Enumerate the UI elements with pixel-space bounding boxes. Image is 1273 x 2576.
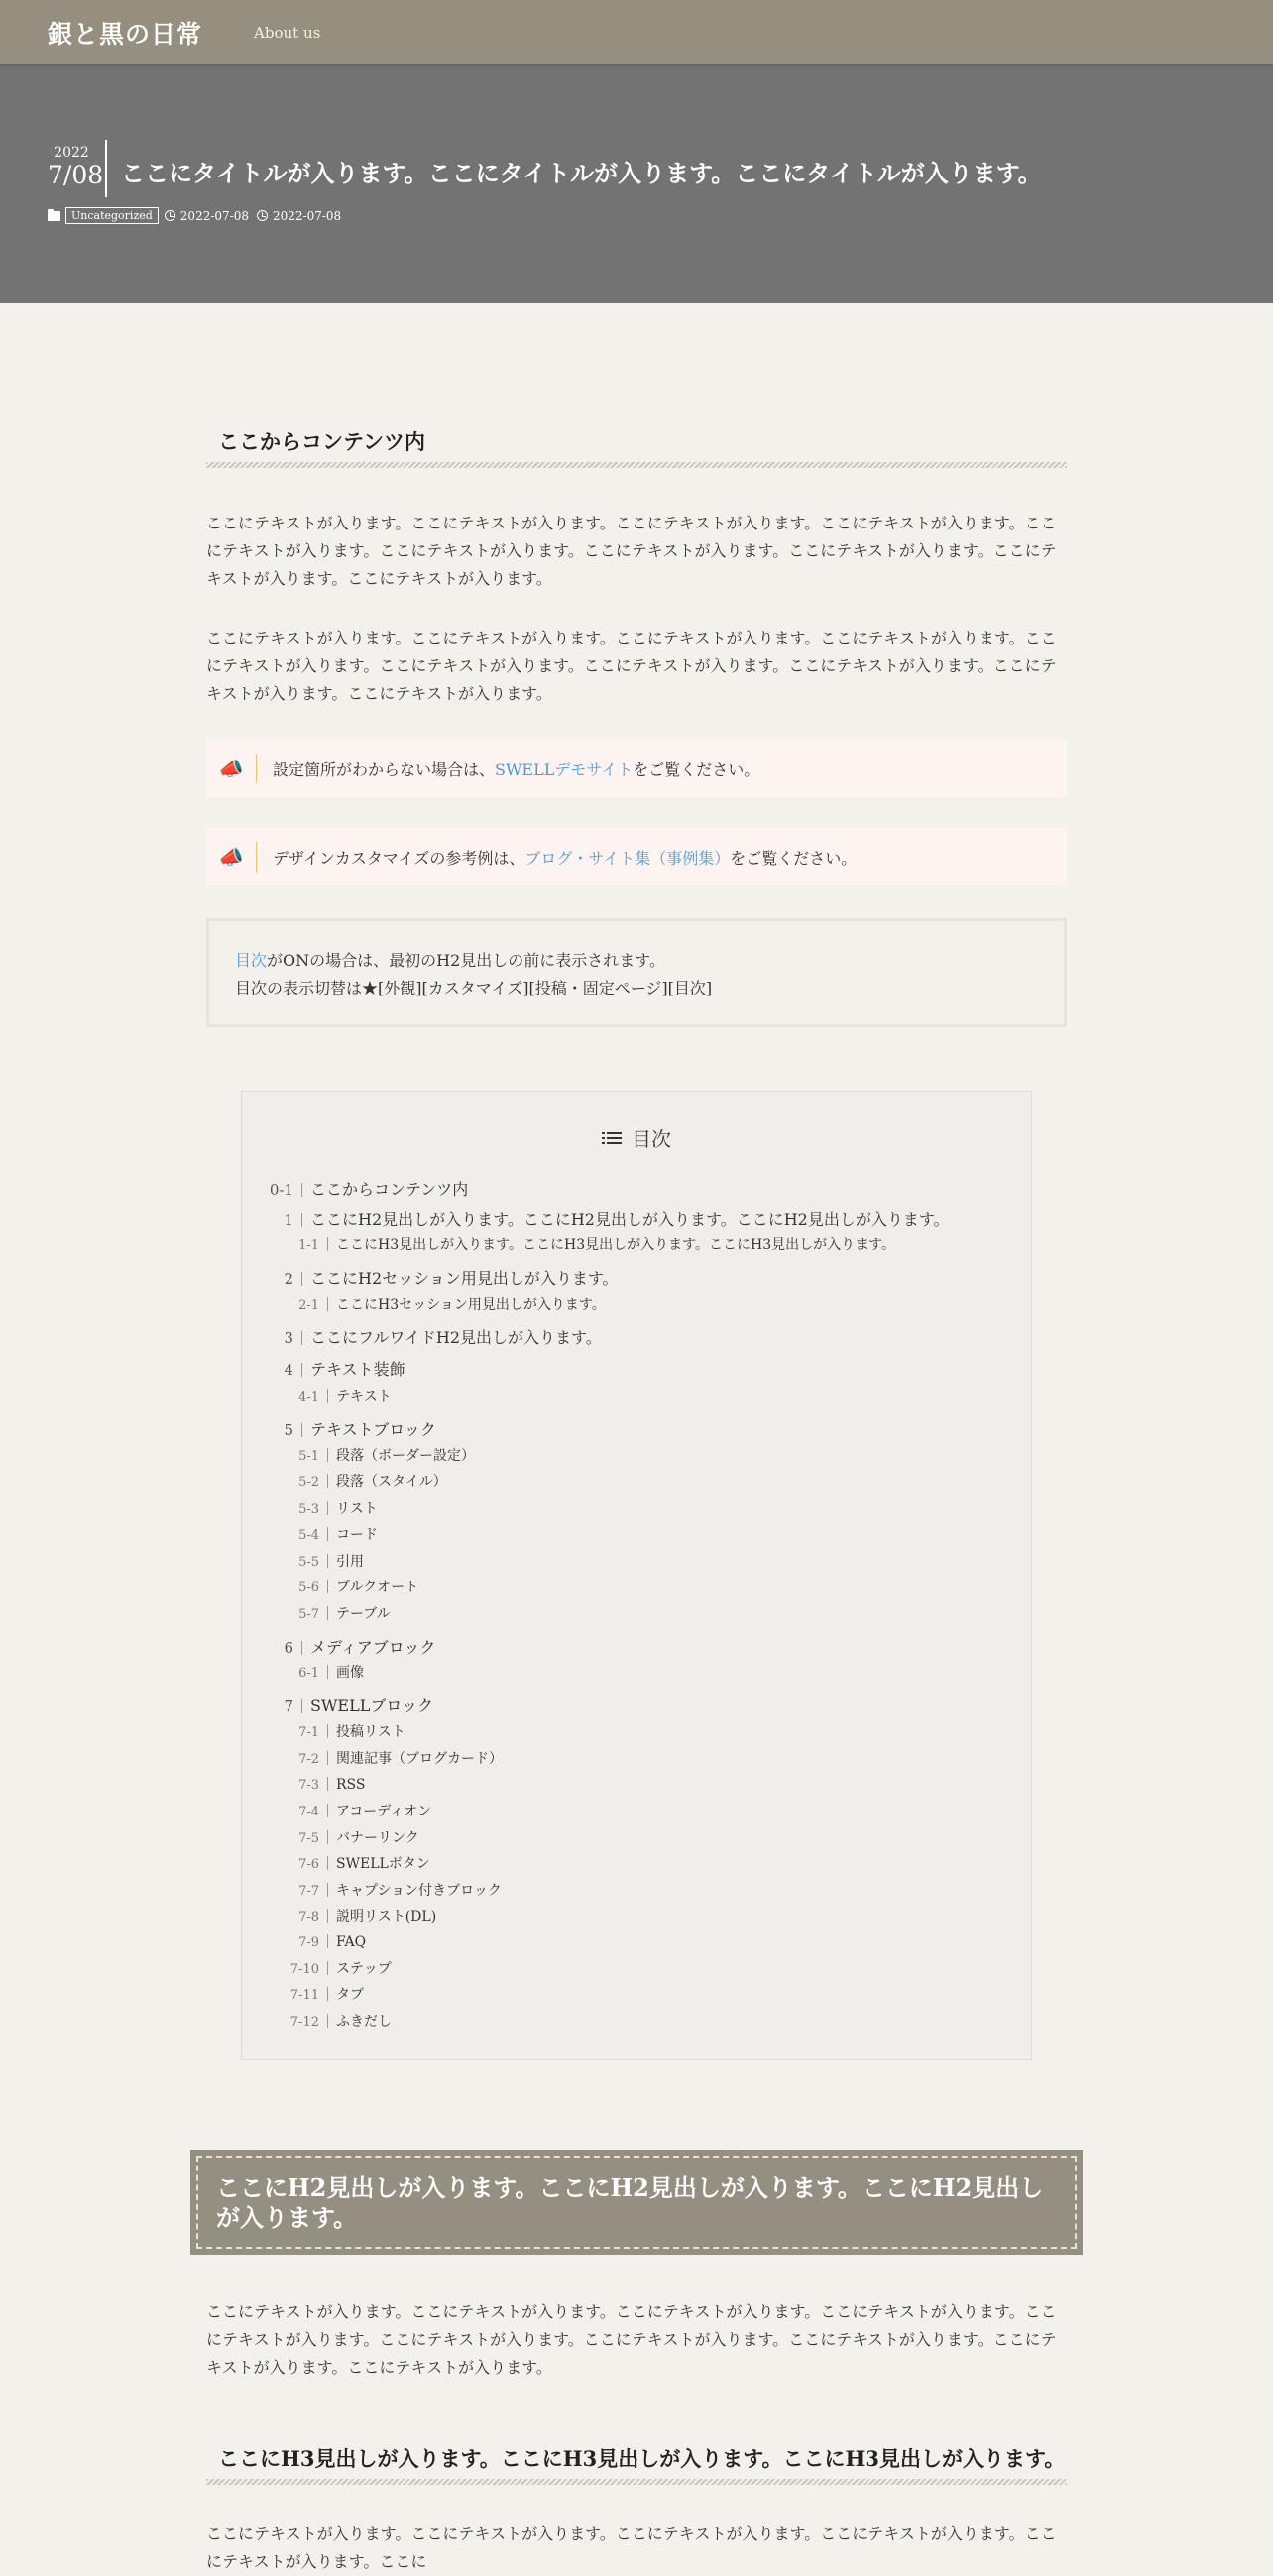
toc-item-label: コード [336, 1527, 378, 1543]
toc-item-number: 2 [284, 1270, 293, 1288]
table-of-contents [241, 1091, 1032, 2060]
toc-separator [301, 1363, 302, 1377]
h3-heading: ここにH3見出しが入ります。ここにH3見出しが入ります。ここにH3見出しが入ります。 [206, 2443, 1067, 2485]
toc-separator [301, 1272, 302, 1286]
toc-item-label: テキストブロック [310, 1420, 436, 1439]
toc-item-label: テーブル [336, 1606, 391, 1622]
notice-text-before: 設定箇所がわからない場合は、 [273, 760, 496, 779]
notice-examples [206, 828, 1067, 885]
megaphone-icon: 📣 [218, 845, 244, 869]
post-hero [0, 64, 1273, 303]
toc-item[interactable] [242, 1958, 392, 1978]
post-meta [48, 207, 349, 224]
toc-item-label: バナーリンク [336, 1830, 419, 1846]
site-header [0, 0, 1273, 64]
toc-item-number: 2-1 [298, 1298, 319, 1313]
toc-separator [327, 1724, 328, 1738]
toc-item-number: 5-5 [298, 1555, 319, 1570]
toc-item[interactable] [242, 1635, 435, 1658]
toc-item[interactable] [242, 1266, 619, 1289]
toc-separator [327, 1856, 328, 1870]
toc-item-number: 4 [284, 1361, 293, 1379]
toc-separator [327, 1606, 328, 1620]
toc-item-label: ここにH2見出しが入ります。ここにH2見出しが入ります。ここにH2見出しが入ります。 [310, 1210, 950, 1229]
toc-item[interactable] [242, 1801, 431, 1820]
toc-item-number: 6 [284, 1639, 293, 1657]
toc-item-label: ふきだし [336, 2014, 392, 2030]
toc-title-text: 目次 [632, 1127, 671, 1151]
toc-separator [327, 2014, 328, 2028]
toc-item[interactable] [242, 1827, 419, 1847]
toc-item-number: 7-8 [298, 1910, 319, 1925]
swell-demo-link[interactable]: SWELLデモサイト [495, 760, 634, 779]
post-date-block [48, 144, 104, 189]
toc-item-number: 1-1 [298, 1238, 319, 1253]
toc-item[interactable] [242, 1294, 606, 1314]
toc-item-number: 5 [284, 1421, 293, 1439]
toc-item[interactable] [242, 1325, 602, 1347]
toc-item-label: 段落（スタイル） [336, 1474, 447, 1490]
toc-item-number: 7-3 [298, 1778, 319, 1793]
paragraph-1: ここにテキストが入ります。ここにテキストが入ります。ここにテキストが入ります。ここにテキストが入ります。ここにテキストが入ります。ここにテキストが入ります。ここにテキストが入ります。ここにテキストが入ります。ここにテキストが入ります。ここにテキストが入ります。 [206, 514, 1057, 588]
toc-item-number: 3 [284, 1329, 293, 1347]
notice-text-after: をご覧ください。 [730, 848, 858, 868]
site-logo[interactable]: 銀と黒の日常 [48, 19, 203, 49]
toc-item[interactable] [242, 1662, 364, 1682]
toc-item-number: 7-6 [298, 1857, 319, 1872]
h2-heading-text: ここにH2見出しが入ります。ここにH2見出しが入ります。ここにH2見出しが入ります。 [196, 2156, 1077, 2249]
toc-item[interactable] [242, 1471, 447, 1491]
toc-item-label: 引用 [336, 1554, 364, 1570]
toc-separator [327, 1527, 328, 1541]
toc-item[interactable] [242, 1357, 405, 1380]
toc-item-number: 4-1 [298, 1390, 319, 1405]
toc-item-label: ここにH3見出しが入ります。ここにH3見出しが入ります。ここにH3見出しが入ります。 [336, 1237, 895, 1253]
toc-link[interactable]: 目次 [235, 951, 268, 970]
toc-item[interactable] [242, 1498, 378, 1518]
toc-item[interactable] [242, 1177, 468, 1200]
toc-item-number: 7 [284, 1698, 293, 1715]
toc-separator [327, 1665, 328, 1679]
post-year: 2022 [54, 145, 89, 161]
toc-item-number: 7-9 [298, 1935, 319, 1950]
toc-item-label: ここにH2セッション用見出しが入ります。 [310, 1269, 619, 1288]
toc-item-number: 5-7 [298, 1607, 319, 1622]
toc-item[interactable] [242, 1577, 418, 1596]
list-icon [602, 1130, 622, 1146]
paragraph-3: ここにテキストが入ります。ここにテキストが入ります。ここにテキストが入ります。ここにテキストが入ります。ここにテキストが入ります。ここにテキストが入ります。ここにテキストが入ります。ここにテキストが入ります。ここにテキストが入ります。ここにテキストが入ります。 [206, 2302, 1057, 2377]
toc-item[interactable] [242, 1207, 950, 1229]
toc-separator [327, 1389, 328, 1403]
toc-separator [327, 1474, 328, 1488]
toc-item-label: ここにH3セッション用見出しが入ります。 [336, 1297, 606, 1313]
notice-text-after: をご覧ください。 [633, 760, 760, 779]
site-examples-link[interactable]: ブログ・サイト集（事例集） [524, 848, 731, 868]
toc-separator [327, 1804, 328, 1817]
toc-item-label: FAQ [336, 1934, 367, 1950]
toc-item[interactable] [242, 1984, 364, 2004]
toc-item-label: テキスト [336, 1389, 392, 1405]
info-text-1: がONの場合は、最初のH2見出しの前に表示されます。 [267, 951, 665, 970]
toc-separator [301, 1331, 302, 1345]
toc-item[interactable] [242, 1417, 436, 1440]
toc-separator [327, 1883, 328, 1897]
toc-item[interactable] [242, 1694, 433, 1716]
notice-divider [256, 842, 257, 872]
info-line-1 [235, 947, 1038, 975]
toc-item[interactable] [242, 1906, 436, 1926]
toc-item-label: ここからコンテンツ内 [310, 1180, 469, 1199]
toc-separator [327, 1987, 328, 2001]
toc-separator [327, 1501, 328, 1515]
toc-item-label: SWELLブロック [310, 1697, 434, 1715]
toc-item-label: 段落（ボーダー設定） [336, 1448, 475, 1464]
toc-item-label: 画像 [336, 1665, 364, 1681]
toc-item-label: 説明リスト(DL) [336, 1909, 437, 1925]
post-day: 7/08 [48, 161, 104, 189]
toc-item-number: 7-10 [289, 1962, 319, 1977]
toc-item-label: タブ [336, 1987, 364, 2003]
toc-item-number: 5-4 [298, 1528, 319, 1543]
toc-item-label: テキスト装飾 [310, 1360, 405, 1379]
toc-item-number: 7-7 [298, 1884, 319, 1899]
toc-separator [327, 1830, 328, 1844]
toc-info-box [206, 918, 1067, 1027]
toc-separator [301, 1641, 302, 1655]
toc-item-label: アコーディオン [336, 1804, 432, 1819]
paragraph-2: ここにテキストが入ります。ここにテキストが入ります。ここにテキストが入ります。ここにテキストが入ります。ここにテキストが入ります。ここにテキストが入ります。ここにテキストが入ります。ここにテキストが入ります。ここにテキストが入ります。ここにテキストが入ります。 [206, 629, 1057, 703]
toc-item-number: 5-1 [298, 1449, 319, 1464]
refresh-icon [257, 210, 268, 221]
toc-item[interactable] [242, 1748, 503, 1768]
toc-item-number: 7-11 [289, 1988, 319, 2003]
toc-separator [327, 1909, 328, 1923]
toc-item-label: ステップ [336, 1961, 392, 1977]
toc-separator [327, 1777, 328, 1791]
category-badge[interactable]: Uncategorized [65, 207, 159, 224]
post-title: ここにタイトルが入ります。ここにタイトルが入ります。ここにタイトルが入ります。 [121, 159, 1042, 187]
notice-text-before: デザインカスタマイズの参考例は、 [273, 848, 525, 868]
toc-separator [327, 1297, 328, 1311]
toc-separator [327, 1961, 328, 1975]
toc-separator [327, 1580, 328, 1593]
megaphone-icon: 📣 [218, 757, 244, 780]
clock-icon [165, 210, 175, 221]
toc-separator [301, 1423, 302, 1437]
content-heading: ここからコンテンツ内 [206, 426, 1067, 468]
toc-item[interactable] [242, 1721, 405, 1741]
toc-item-label: RSS [336, 1777, 366, 1793]
published-date: 2022-07-08 [179, 208, 249, 223]
toc-title [242, 1123, 1031, 1152]
h2-heading-box [190, 2150, 1083, 2255]
toc-separator [327, 1934, 328, 1948]
toc-separator [301, 1213, 302, 1227]
toc-item-label: プルクオート [336, 1580, 419, 1595]
toc-item[interactable] [242, 1775, 365, 1793]
toc-item-label: 関連記事（ブログカード） [336, 1751, 503, 1767]
date-divider [105, 140, 107, 197]
toc-item[interactable] [242, 1551, 364, 1571]
toc-item-number: 6-1 [298, 1666, 319, 1681]
toc-item-label: キャプション付きブロック [336, 1883, 502, 1899]
toc-item[interactable] [242, 2011, 392, 2031]
folder-icon [48, 211, 60, 221]
toc-separator [327, 1751, 328, 1765]
toc-item[interactable] [242, 1445, 475, 1464]
toc-item-number: 5-6 [298, 1581, 319, 1595]
toc-item[interactable] [242, 1234, 895, 1254]
toc-item-label: リスト [336, 1501, 378, 1517]
toc-item-number: 7-4 [298, 1805, 319, 1819]
toc-item-number: 7-12 [289, 2015, 319, 2030]
toc-item-label: 投稿リスト [336, 1724, 405, 1740]
modified-date: 2022-07-08 [272, 208, 342, 223]
toc-item-number: 5-2 [298, 1475, 319, 1490]
toc-item[interactable] [242, 1880, 502, 1900]
toc-item[interactable] [242, 1853, 430, 1873]
info-line-2: 目次の表示切替は★[外観][カスタマイズ][投稿・固定ページ][目次] [235, 979, 713, 997]
paragraph-4: ここにテキストが入ります。ここにテキストが入ります。ここにテキストが入ります。ここにテキストが入ります。ここにテキストが入ります。ここに [206, 2524, 1057, 2571]
notice-demo-site [206, 740, 1067, 797]
toc-separator [327, 1554, 328, 1568]
toc-item-number: 7-1 [298, 1725, 319, 1740]
toc-item[interactable] [242, 1603, 391, 1623]
toc-separator [327, 1237, 328, 1251]
toc-item-label: SWELLボタン [336, 1856, 430, 1872]
toc-item[interactable] [242, 1386, 392, 1406]
toc-item-label: メディアブロック [310, 1638, 436, 1657]
nav-link-about[interactable]: About us [254, 23, 321, 42]
toc-item-number: 7-5 [298, 1831, 319, 1846]
toc-item[interactable] [242, 1932, 366, 1950]
toc-item-number: 5-3 [298, 1502, 319, 1517]
toc-item-number: 0-1 [269, 1181, 293, 1199]
toc-item-number: 7-2 [298, 1752, 319, 1767]
toc-item[interactable] [242, 1524, 378, 1544]
toc-separator [301, 1699, 302, 1713]
toc-item-number: 1 [284, 1211, 293, 1229]
toc-item-label: ここにフルワイドH2見出しが入ります。 [310, 1328, 602, 1347]
toc-separator [301, 1183, 302, 1197]
notice-divider [256, 754, 257, 783]
toc-separator [327, 1448, 328, 1462]
